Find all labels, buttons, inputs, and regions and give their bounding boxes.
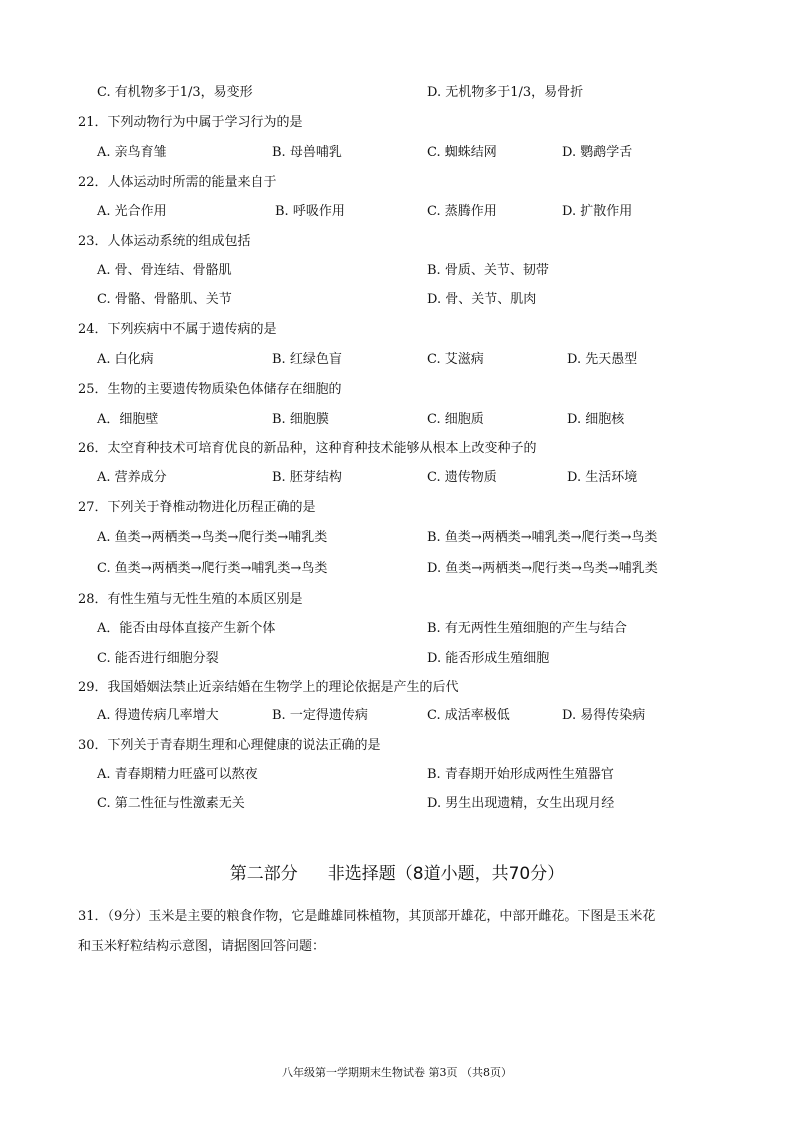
section-title-text: 非选择题（8道小题，共70分） — [327, 864, 565, 884]
question-26-stem — [0, 439, 794, 459]
question-30-stem — [0, 736, 794, 756]
section-heading — [0, 860, 794, 888]
section-part-label: 第二部分 — [229, 864, 298, 884]
question-30-options-row-1 — [0, 765, 794, 785]
question-31-paragraph — [78, 902, 708, 962]
question-24-options-row — [0, 350, 794, 370]
q30-option-a: A. 青春期精力旺盛可以熬夜 — [97, 767, 258, 782]
question-28-options-row-2 — [0, 649, 794, 669]
q28-option-d: D. 能否形成生殖细胞 — [427, 651, 550, 666]
q21-stem-text: 21．下列动物行为中属于学习行为的是 — [78, 115, 303, 130]
q20-option-d: D. 无机物多于1/3，易骨折 — [427, 85, 584, 100]
question-29-stem — [0, 678, 794, 698]
q23-option-b: B. 骨质、关节、韧带 — [427, 263, 549, 278]
q26-option-d: D. 生活环境 — [567, 470, 638, 485]
q26-option-b: B. 胚芽结构 — [272, 470, 342, 485]
q29-option-a: A. 得遗传病几率增大 — [97, 708, 219, 723]
q28-stem-text: 28．有性生殖与无性生殖的本质区别是 — [78, 592, 303, 607]
q26-stem-text: 26．太空育种技术可培育优良的新品种，这种育种技术能够从根本上改变种子的 — [78, 441, 537, 456]
q25-option-d: D. 细胞核 — [567, 412, 625, 427]
q26-option-a: A. 营养成分 — [97, 470, 167, 485]
q31-line-1: 31．（9分）玉米是主要的粮食作物，它是雌雄同株植物，其顶部开雄花，中部开雌花。下图是玉米花 — [78, 909, 656, 924]
q30-option-c: C. 第二性征与性激素无关 — [97, 796, 245, 811]
q22-option-c: C. 蒸腾作用 — [427, 204, 497, 219]
q29-option-b: B. 一定得遗传病 — [272, 708, 368, 723]
q24-option-c: C. 艾滋病 — [427, 352, 484, 367]
q21-option-a: A. 亲鸟育雏 — [97, 145, 167, 160]
question-20-options-row — [0, 83, 794, 103]
q25-option-b: B. 细胞膜 — [272, 412, 329, 427]
q29-option-c: C. 成活率极低 — [427, 708, 510, 723]
question-23-stem — [0, 232, 794, 252]
q23-option-d: D. 骨、关节、肌肉 — [427, 292, 537, 307]
q27-option-d: D. 鱼类→两栖类→爬行类→鸟类→哺乳类 — [427, 561, 658, 576]
q21-option-c: C. 蜘蛛结网 — [427, 145, 497, 160]
q22-option-d: D. 扩散作用 — [562, 204, 633, 219]
q20-option-c: C. 有机物多于1/3，易变形 — [97, 85, 253, 100]
question-28-options-row-1 — [0, 619, 794, 639]
q28-option-c: C. 能否进行细胞分裂 — [97, 651, 219, 666]
q23-option-a: A. 骨、骨连结、骨骼肌 — [97, 263, 232, 278]
q25-option-a: A．细胞壁 — [97, 412, 159, 427]
q26-option-c: C. 遗传物质 — [427, 470, 497, 485]
question-24-stem — [0, 320, 794, 340]
q23-stem-text: 23．人体运动系统的组成包括 — [78, 234, 251, 249]
q22-option-b: B. 呼吸作用 — [275, 204, 345, 219]
q22-option-a: A. 光合作用 — [97, 204, 167, 219]
question-30-options-row-2 — [0, 794, 794, 814]
question-27-stem — [0, 498, 794, 518]
q24-stem-text: 24．下列疾病中不属于遗传病的是 — [78, 322, 277, 337]
q24-option-a: A. 白化病 — [97, 352, 154, 367]
question-28-stem — [0, 590, 794, 610]
question-21-stem — [0, 113, 794, 133]
q25-stem-text: 25．生物的主要遗传物质染色体储存在细胞的 — [78, 382, 342, 397]
question-25-options-row — [0, 410, 794, 430]
q30-option-d: D. 男生出现遗精，女生出现月经 — [427, 796, 615, 811]
q21-option-d: D. 鹦鹉学舌 — [562, 145, 633, 160]
q27-option-a: A. 鱼类→两栖类→鸟类→爬行类→哺乳类 — [97, 530, 328, 545]
page-footer: 八年级第一学期期末生物试卷 第3页 （共8页） — [282, 1066, 512, 1079]
q27-stem-text: 27．下列关于脊椎动物进化历程正确的是 — [78, 500, 316, 515]
question-25-stem — [0, 380, 794, 400]
q30-stem-text: 30．下列关于青春期生理和心理健康的说法正确的是 — [78, 738, 381, 753]
q31-line-2: 和玉米籽粒结构示意图，请据图回答问题： — [78, 939, 326, 954]
question-29-options-row — [0, 706, 794, 726]
question-23-options-row-1 — [0, 261, 794, 281]
q28-option-b: B. 有无两性生殖细胞的产生与结合 — [427, 621, 627, 636]
question-27-options-row-2 — [0, 559, 794, 579]
q27-option-b: B. 鱼类→两栖类→哺乳类→爬行类→鸟类 — [427, 530, 658, 545]
question-22-options-row — [0, 202, 794, 222]
q22-stem-text: 22．人体运动时所需的能量来自于 — [78, 175, 277, 190]
q23-option-c: C. 骨骼、骨骼肌、关节 — [97, 292, 232, 307]
q21-option-b: B. 母兽哺乳 — [272, 145, 342, 160]
question-27-options-row-1 — [0, 528, 794, 548]
question-26-options-row — [0, 468, 794, 488]
q25-option-c: C. 细胞质 — [427, 412, 484, 427]
q27-option-c: C. 鱼类→两栖类→爬行类→哺乳类→鸟类 — [97, 561, 328, 576]
question-21-options-row — [0, 143, 794, 163]
question-23-options-row-2 — [0, 290, 794, 310]
q28-option-a: A．能否由母体直接产生新个体 — [97, 621, 276, 636]
q29-stem-text: 29．我国婚姻法禁止近亲结婚在生物学上的理论依据是产生的后代 — [78, 680, 459, 695]
q29-option-d: D. 易得传染病 — [562, 708, 646, 723]
q24-option-d: D. 先天愚型 — [567, 352, 638, 367]
question-22-stem — [0, 173, 794, 193]
q24-option-b: B. 红绿色盲 — [272, 352, 342, 367]
q30-option-b: B. 青春期开始形成两性生殖器官 — [427, 767, 614, 782]
